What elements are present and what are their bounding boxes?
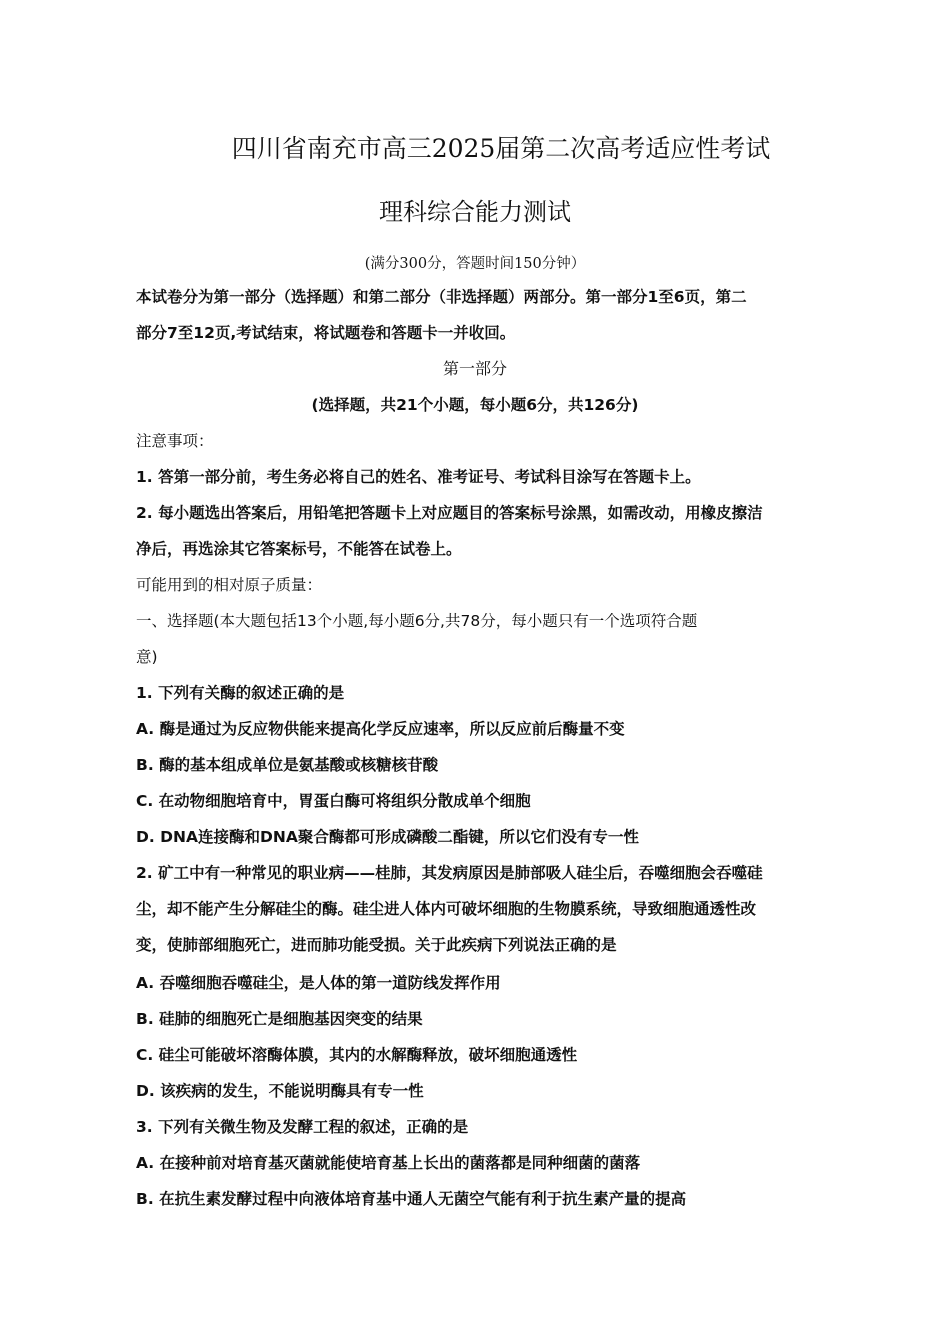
question-2-option-b: B. 硅肺的细胞死亡是细胞基因突变的结果 xyxy=(136,1010,423,1028)
question-1-stem: 1. 下列有关酶的叙述正确的是 xyxy=(136,684,345,702)
notice-item-2-line-1: 2. 每小题选出答案后，用铅笔把答题卡上对应题目的答案标号涂黑，如需改动，用橡皮擦洁 xyxy=(136,504,763,522)
question-2-stem-line-2: 尘，却不能产生分解硅尘的酶。硅尘进人体内可破坏细胞的生物膜系统，导致细胞通透性改 xyxy=(136,900,757,918)
question-2-option-a: A. 吞噬细胞吞噬硅尘，是人体的第一道防线发挥作用 xyxy=(136,974,501,992)
question-1-option-d: D. DNA连接酶和DNA聚合酶都可形成磷酸二酯键，所以它们没有专一性 xyxy=(136,828,639,846)
atomic-mass-note: 可能用到的相对原子质量： xyxy=(136,576,323,594)
question-1-option-b: B. 酶的基本组成单位是氨基酸或核糖核苷酸 xyxy=(136,756,439,774)
part-one-subheading: (选择题，共21个小题，每小题6分，共126分) xyxy=(311,396,639,414)
section-heading-line-1: 一、选择题(本大题包括13个小题,每小题6分,共78分，每小题只有一个选项符合题 xyxy=(136,612,698,630)
question-2-option-d: D. 该疾病的发生，不能说明酶具有专一性 xyxy=(136,1082,424,1100)
intro-line-2: 部分7至12页,考试结束，将试题卷和答题卡一并收回。 xyxy=(136,324,516,342)
question-2-stem-line-1: 2. 矿工中有一种常见的职业病——桂肺，其发病原因是肺部吸人硅尘后，吞噬细胞会吞噬硅 xyxy=(136,864,763,882)
question-1-option-a: A. 酶是通过为反应物供能来提高化学反应速率，所以反应前后酶量不变 xyxy=(136,720,625,738)
question-3-option-a: A. 在接种前对培育基灭菌就能使培育基上长出的菌落都是同种细菌的菌落 xyxy=(136,1154,641,1172)
question-1-option-c: C. 在动物细胞培育中，胃蛋白酶可将组织分散成单个细胞 xyxy=(136,792,531,810)
exam-subtitle: 理科综合能力测试 xyxy=(379,198,571,226)
part-one-heading: 第一部分 xyxy=(442,359,507,378)
notice-item-1: 1. 答第一部分前，考生务必将自己的姓名、准考证号、考试科目涂写在答题卡上。 xyxy=(136,468,701,486)
notice-item-2-line-2: 净后，再选涂其它答案标号，不能答在试卷上。 xyxy=(136,540,462,558)
question-2-option-c: C. 硅尘可能破坏溶酶体膜，其内的水解酶释放，破坏细胞通透性 xyxy=(136,1046,578,1064)
question-3-option-b: B. 在抗生素发酵过程中向液体培育基中通人无菌空气能有利于抗生素产量的提高 xyxy=(136,1190,687,1208)
exam-title: 四川省南充市高三2025届第二次高考适应性考试 xyxy=(231,134,771,163)
score-note: (满分300分，答题时间150分钟） xyxy=(364,256,586,272)
section-heading-line-2: 意) xyxy=(136,648,158,666)
intro-line-1: 本试卷分为第一部分（选择题）和第二部分（非选择题）两部分。第一部分1至6页，第二 xyxy=(136,288,747,306)
notice-heading: 注意事项： xyxy=(136,432,214,450)
question-3-stem: 3. 下列有关微生物及发酵工程的叙述，正确的是 xyxy=(136,1118,469,1136)
question-2-stem-line-3: 变，使肺部细胞死亡，进而肺功能受损。关于此疾病下列说法正确的是 xyxy=(136,936,617,954)
